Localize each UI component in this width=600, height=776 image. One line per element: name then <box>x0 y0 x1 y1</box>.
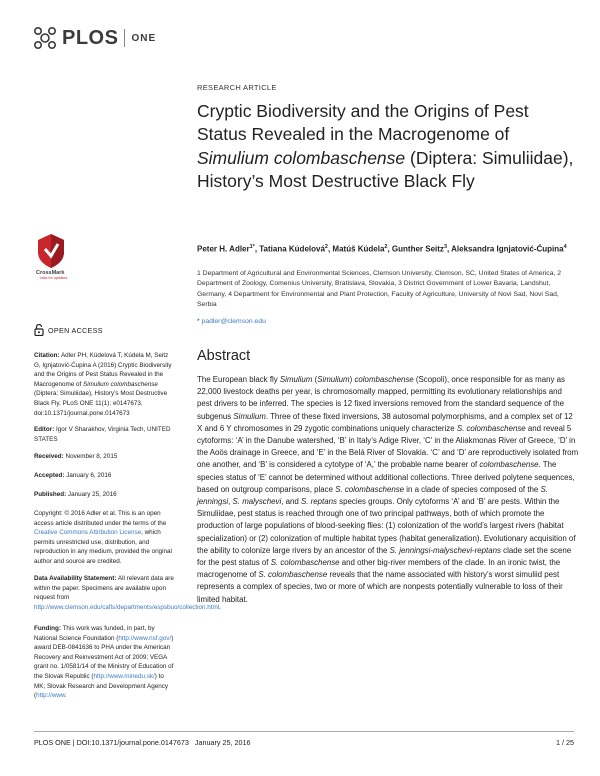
corresponding-mark: * <box>252 244 255 250</box>
abstract-text: . Three of these fixed inversions, 38 autosomal polymorphisms, and a complex set of 12 X and 6 Y chromosomes in 29 zygotic combinations uniquely characterize <box>197 411 573 433</box>
funding-label: Funding: <box>34 625 61 632</box>
author-affil-sup: 2 <box>384 244 388 250</box>
open-access-label: OPEN ACCESS <box>48 325 103 335</box>
abstract-italic-term: colombaschense <box>479 460 539 470</box>
abstract-text: (Scopoli), once responsible for as many as 22,000 livestock deaths per year, is chromosomally mapped, permitting its evolutionary relationships and pest drivers to be inferred. The species is 12 fixed inversions removed from the standard sequence of the subgenus <box>197 375 565 421</box>
abstract-italic-term: S. jenningsi-malyschevi-reptans <box>389 545 501 555</box>
abstract-italic-term: S. colombaschense <box>258 570 328 580</box>
abstract-text: , <box>228 497 233 507</box>
funding-text: This work was funded, in part, by National Science Foundation ( <box>34 625 155 642</box>
title-species: Simulium colombaschense <box>197 147 406 168</box>
data-availability-text: All relevant data are within the paper. Specimens are available upon request from <box>34 575 174 602</box>
abstract-text: ) <box>349 375 355 384</box>
abstract-text: and reveal 5 cytoforms: ‘A’ in the Danube watershed, ‘B’ in Italy’s Adige River, ‘C’ in the Aliakmonas River of Greece, ‘D’ in the Aoös drainage in Greece, and ‘E’ in the Belá River of Slovakia. ‘C’ and ‘D’ are reproductively isolated from one another, and ‘B’ is considered a cytotype of ‘A,’ the probable name bearer of <box>197 423 579 470</box>
corresponding-email <box>197 318 266 325</box>
title-part1: Cryptic Biodiversity and the Origins of Pest Status Revealed in the Macrogenome of <box>197 101 529 145</box>
title-part2: (Diptera: Simuliidae), History’s Most Destructive Black Fly <box>197 147 574 192</box>
journal-logo[interactable] <box>32 24 156 52</box>
author-list <box>197 241 577 256</box>
data-availability-block <box>34 574 221 612</box>
author-affil-sup: 1 <box>249 244 253 250</box>
page-number: 1 / 25 <box>556 738 574 747</box>
author-name: , Aleksandra Ignjatović-Ćupina <box>447 244 564 254</box>
accepted-label: Accepted: <box>34 472 65 479</box>
abstract-text: , and <box>281 497 301 507</box>
abstract-text: and other big-river members of the clade. In an ironic twist, the macrogenome of <box>197 558 561 580</box>
crossmark-icon[interactable] <box>34 232 68 270</box>
abstract-italic-term: S. malyschevi <box>232 497 282 507</box>
affiliations: 1 Department of Agricultural and Environmental Sciences, Clemson University, Clemson, SC, United States of America, 2 Department of Zoology, Comenius University, Bratislava, Slovakia, 3 District Government of Lower Bavaria, Landshut, Germany, 4 Department for Environmental and Plant Protection, Faculty of Agriculture, University of Novi Sad, Novi Sad, Serbia <box>197 270 562 308</box>
editor-label: Editor: <box>34 426 55 433</box>
received-label: Received: <box>34 453 64 460</box>
crossmark-sub[interactable]: click for updates <box>40 276 68 280</box>
journal-logo-sub: ONE <box>131 32 157 44</box>
funding-link-nsf[interactable]: http://www.nsf.gov/ <box>118 634 172 642</box>
accepted-value: January 6, 2016 <box>64 472 112 479</box>
citation-label: Citation: <box>34 352 60 359</box>
license-link[interactable]: Creative Commons Attribution License <box>34 529 142 537</box>
funding-block <box>34 624 174 701</box>
author-name: , Tatiana Kúdelová <box>254 244 325 254</box>
received-date <box>34 452 174 462</box>
abstract-italic-term: Simulium <box>233 411 266 421</box>
copyright-block <box>34 509 174 567</box>
abstract-italic-term: Simulium <box>317 375 350 384</box>
data-availability-label: Data Availability Statement: <box>34 575 117 582</box>
plos-logo-icon <box>32 25 58 51</box>
citation-text: Adler PH, Kúdelová T, Kúdela M, Seitz G, Ignjatović-Ćupina A (2016) Cryptic Biodiversity and the Origins of Pest Status Revealed in the Macrogenome of <box>34 352 172 388</box>
open-lock-icon <box>34 324 44 336</box>
abstract-italic-term: S. colombaschense <box>270 558 340 568</box>
email-mark: * <box>197 318 202 325</box>
published-date <box>34 490 174 500</box>
received-value: November 8, 2015 <box>63 453 118 460</box>
published-value: January 25, 2016 <box>66 491 117 498</box>
data-availability-end: . <box>219 603 221 611</box>
funding-link-apvv[interactable]: http://www. <box>36 692 67 700</box>
author-name: , Matúš Kúdela <box>327 244 385 254</box>
footer-citation: PLOS ONE | DOI:10.1371/journal.pone.0147673 January 25, 2016 <box>34 738 251 747</box>
author-name: Peter H. Adler <box>197 244 250 254</box>
abstract-text: . The species status of ‘E’ cannot be determined without additional collections. Three derived polytene sequences, based on outgroup comparisons, place <box>197 460 575 494</box>
accepted-date <box>34 471 174 481</box>
abstract-text: reveals that the name associated with history’s worst simuliid pest represents a complex of species, two or more of which are nonpests potentially vulnerable to loss of their limited habitat. <box>197 570 563 604</box>
abstract-italic-term: S. jenningsi <box>197 484 548 507</box>
author-affil-sup: 2 <box>324 244 328 250</box>
footer-divider <box>34 731 574 732</box>
author-name: , Gunther Seitz <box>387 244 444 254</box>
abstract-heading: Abstract <box>197 348 251 364</box>
published-label: Published: <box>34 491 67 498</box>
open-access-badge <box>34 324 103 336</box>
citation-block <box>34 351 174 418</box>
copyright-text-end: , which permits unrestricted use, distribution, and reproduction in any medium, provided the original author and source are credited. <box>34 529 172 565</box>
abstract-italic-term: S. reptans <box>300 497 337 507</box>
article-title <box>197 100 575 194</box>
abstract-italic-term: Simulium <box>279 375 313 384</box>
abstract-text: clade set the scene for the pest status of <box>197 545 572 568</box>
funding-text-2: ) award DEB-0841636 to PHA under the American Recovery and Reinvestment Act of 2009; VEGA grant no. 1/0581/14 of the Ministry of Education of the Slovak Republic ( <box>34 634 174 680</box>
abstract-text: in a clade of species composed of the <box>404 484 541 494</box>
abstract-text: species groups. Only cytoforms ‘A’ and ‘B’ are pests. Within the Simuliidae, pest status is reached through one of two principal pathways, both of which promote the production of large populations of blood-seeking flies: (1) colonization of the world’s largest rivers (habitat specialization) or (2) colonization of multiple habitat types (habitat generalization). Evolutionary acquisition of the ability to colonize large rivers by an ancestor of the <box>197 497 576 555</box>
article-type: RESEARCH ARTICLE <box>197 83 277 92</box>
author-affil-sup: 4 <box>563 244 567 250</box>
abstract-body <box>197 374 579 606</box>
logo-divider <box>124 29 125 47</box>
journal-logo-text: PLOS <box>62 26 119 49</box>
crossmark-label[interactable]: CrossMark <box>36 270 65 276</box>
editor-block <box>34 425 174 444</box>
editor-text: Igor V Sharakhov, Virginia Tech, UNITED STATES <box>34 426 171 443</box>
abstract-italic-term: colombaschense <box>354 375 414 384</box>
citation-species: Simulium colombaschense <box>83 380 158 388</box>
abstract-text: The European black fly <box>197 375 280 384</box>
author-affil-sup: 3 <box>443 244 447 250</box>
abstract-italic-term: S. colombaschense <box>456 423 526 433</box>
citation-text-end: (Diptera: Simuliidae), History’s Most Destructive Black Fly. PLoS ONE 11(1): e0147673. doi:10.1371/journal.pone.0147673 <box>34 390 168 417</box>
data-availability-link[interactable]: http://www.clemson.edu/cafls/departments/espsbuo/collection.html <box>34 603 220 611</box>
funding-text-3: ) to MK; Slovak Research and Development Agency ( <box>34 672 169 700</box>
abstract-text: ( <box>312 375 318 384</box>
email-link[interactable]: padler@clemson.edu <box>201 318 266 325</box>
copyright-text: Copyright: © 2016 Adler et al. This is an open access article distributed under the terms of the <box>34 510 167 527</box>
funding-link-minedu[interactable]: http://www.minedu.sk/ <box>93 672 155 680</box>
abstract-italic-term: S. colombaschense <box>335 484 405 494</box>
